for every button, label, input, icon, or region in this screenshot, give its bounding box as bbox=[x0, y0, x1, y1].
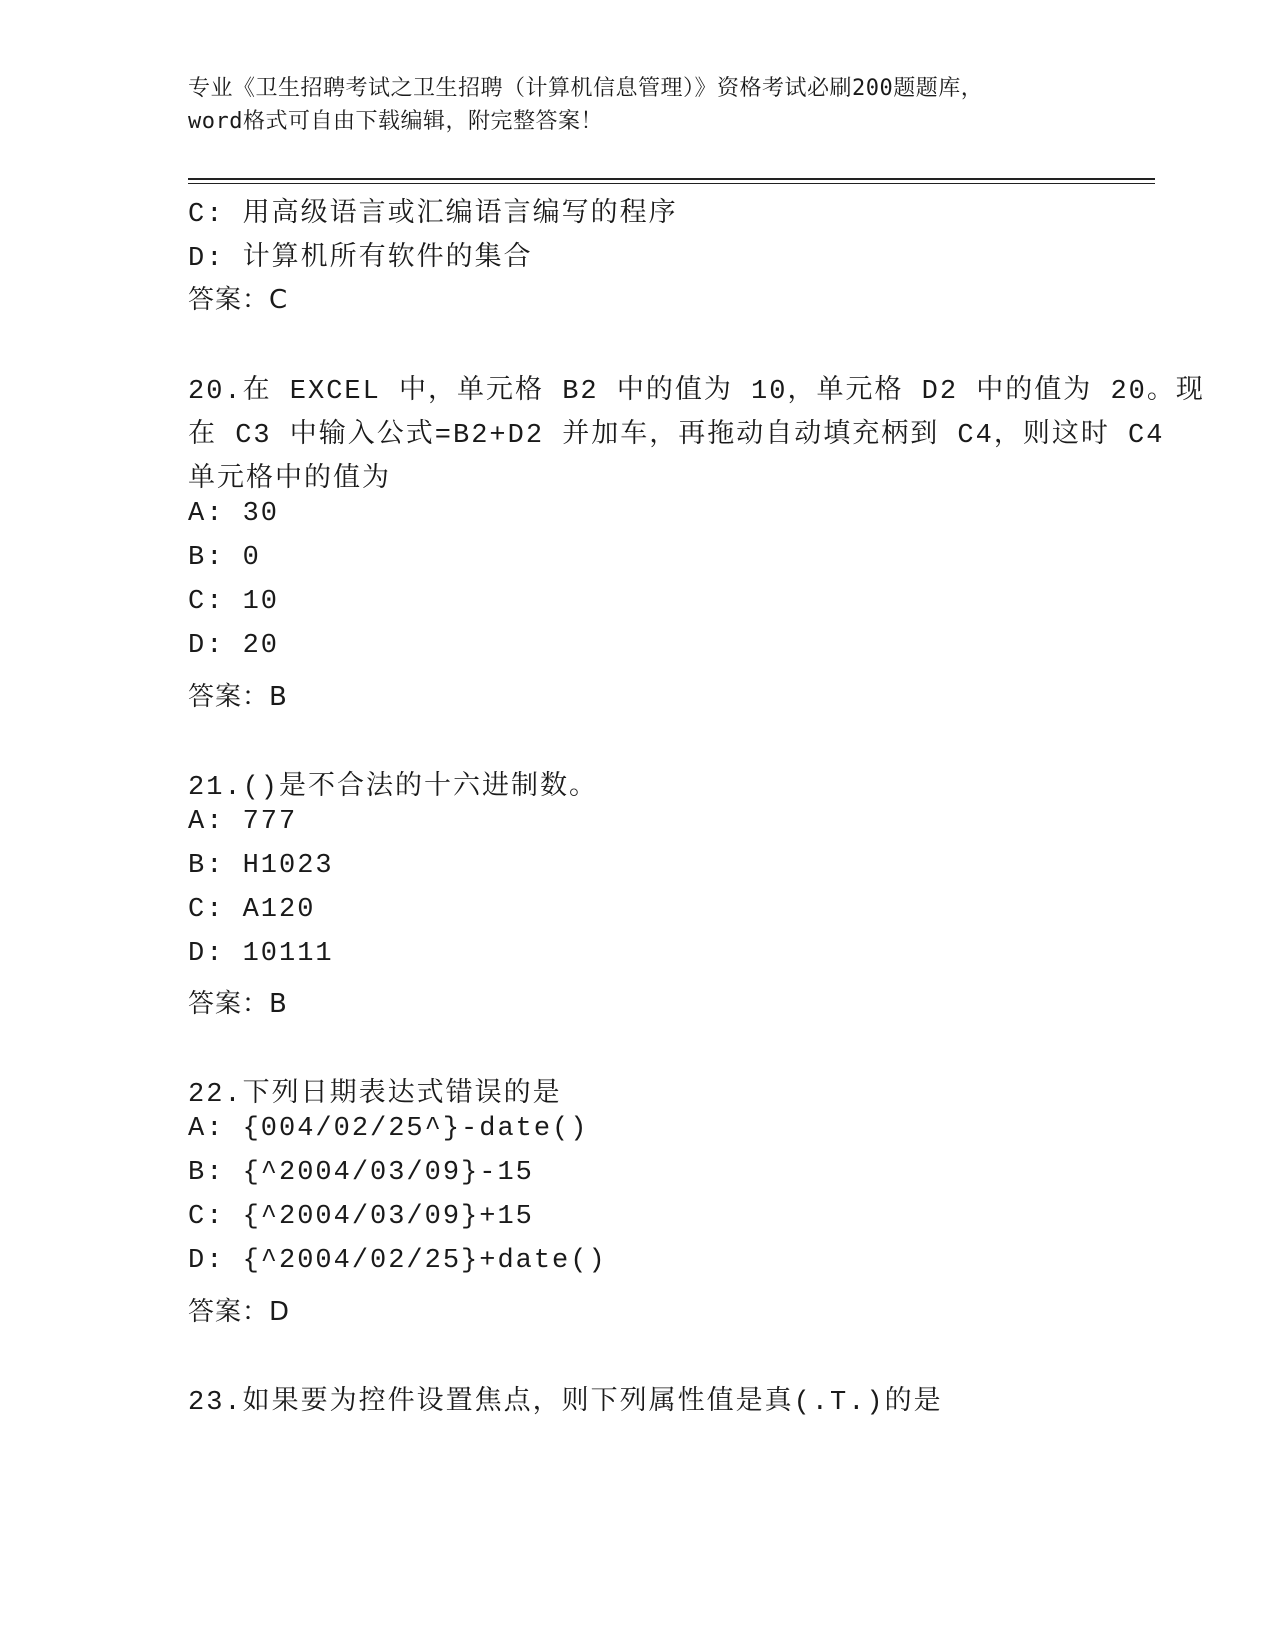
q20-stem-line-1: 20.在 EXCEL 中，单元格 B2 中的值为 10，单元格 D2 中的值为 20。现 bbox=[188, 377, 1205, 407]
q21-answer: 答案：B bbox=[188, 989, 288, 1019]
q20-option-d: D: 20 bbox=[188, 631, 280, 661]
q20-answer: 答案：B bbox=[188, 682, 288, 712]
q22-option-a: A: {004/02/25^}-date() bbox=[188, 1114, 589, 1144]
q19-option-d: D: 计算机所有软件的集合 bbox=[188, 244, 533, 274]
q22-answer: 答案：D bbox=[188, 1297, 291, 1327]
q20-stem-line-2: 在 C3 中输入公式=B2+D2 并加车，再拖动自动填充柄到 C4，则这时 C4 bbox=[188, 421, 1165, 451]
q20-option-b: B: 0 bbox=[188, 543, 261, 573]
q21-stem: 21.()是不合法的十六进制数。 bbox=[188, 773, 599, 803]
header-divider-thin bbox=[188, 183, 1155, 184]
q22-option-c: C: {^2004/03/09}+15 bbox=[188, 1202, 534, 1232]
document-header bbox=[188, 72, 1088, 138]
q21-option-a: A: 777 bbox=[188, 807, 298, 837]
q20-option-a: A: 30 bbox=[188, 499, 280, 529]
q21-option-d: D: 10111 bbox=[188, 939, 334, 969]
q21-option-c: C: A120 bbox=[188, 895, 316, 925]
q22-stem: 22.下列日期表达式错误的是 bbox=[188, 1080, 562, 1110]
q22-option-d: D: {^2004/02/25}+date() bbox=[188, 1246, 607, 1276]
q20-option-c: C: 10 bbox=[188, 587, 280, 617]
header-title-line-1: 专业《卫生招聘考试之卫生招聘（计算机信息管理）》资格考试必刷200题题库， bbox=[188, 76, 984, 101]
q23-stem: 23.如果要为控件设置焦点，则下列属性值是真(.T.)的是 bbox=[188, 1388, 943, 1418]
q20-stem-line-3: 单元格中的值为 bbox=[188, 465, 391, 495]
header-divider-thick bbox=[188, 178, 1155, 180]
header-title-line-2: word格式可自由下载编辑，附完整答案！ bbox=[188, 109, 603, 134]
q21-option-b: B: H1023 bbox=[188, 851, 334, 881]
q22-option-b: B: {^2004/03/09}-15 bbox=[188, 1158, 534, 1188]
q19-option-c: C: 用高级语言或汇编语言编写的程序 bbox=[188, 200, 678, 230]
q19-answer: 答案：C bbox=[188, 285, 289, 315]
